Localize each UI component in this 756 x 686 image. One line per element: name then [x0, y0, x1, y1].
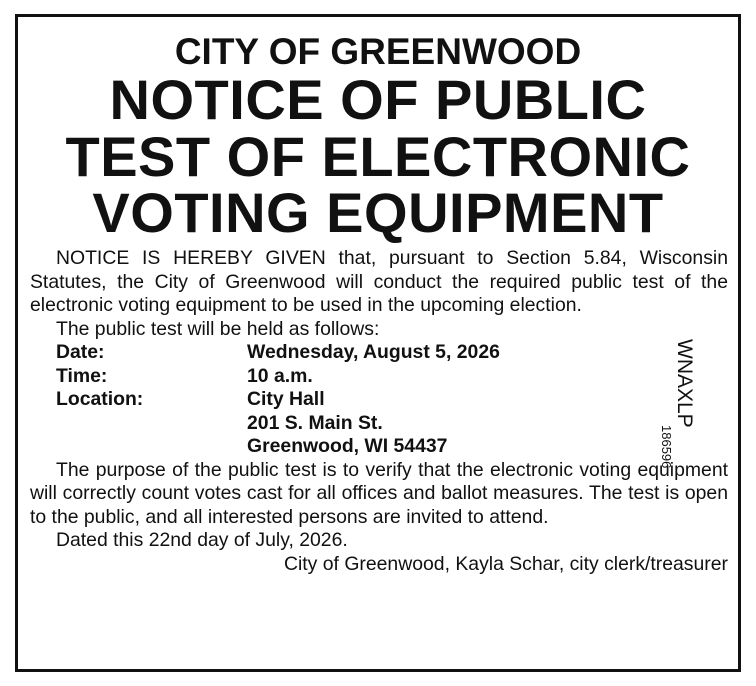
notice-title-line-2: TEST OF ELECTRONIC	[65, 125, 691, 188]
date-value: Wednesday, August 5, 2026	[247, 341, 500, 363]
dated-line: Dated this 22nd day of July, 2026.	[56, 529, 348, 551]
city-heading: CITY OF GREENWOOD	[174, 31, 582, 72]
purpose-paragraph: The purpose of the public test is to verify that the electronic voting equipment will correctly count votes cast for all offices and ballot measures. The test is open to the public, and all interested persons are invited to attend.	[30, 458, 728, 528]
schedule-row-location	[56, 388, 728, 412]
schedule-row-time	[56, 365, 728, 389]
time-value: 10 a.m.	[247, 364, 313, 387]
signature-line: City of Greenwood, Kayla Schar, city clerk/treasurer	[283, 552, 728, 575]
schedule-row-date	[56, 341, 728, 365]
publication-code	[659, 339, 696, 469]
schedule	[30, 341, 728, 459]
schedule-lead: The public test will be held as follows:	[56, 317, 380, 340]
location-value-3: Greenwood, WI 54437	[247, 435, 448, 457]
schedule-row-address	[56, 412, 728, 436]
public-notice	[15, 14, 741, 672]
location-value-1: City Hall	[247, 388, 325, 410]
schedule-row-city	[56, 435, 728, 459]
notice-body	[30, 247, 728, 576]
time-label: Time:	[56, 364, 108, 387]
location-value-2: 201 S. Main St.	[247, 411, 383, 434]
notice-title-line-3: VOTING EQUIPMENT	[92, 181, 664, 244]
intro-paragraph: NOTICE IS HEREBY GIVEN that, pursuant to Section 5.84, Wisconsin Statutes, the City of Greenwood will conduct the required public test of the electronic voting equipment to be used in the upcoming election.	[30, 247, 728, 316]
publication-code-number: 186596	[659, 425, 674, 469]
publication-code-text: WNAXLP	[673, 339, 696, 428]
date-label: Date:	[56, 341, 105, 363]
location-label: Location:	[56, 388, 144, 410]
notice-title-line-1: NOTICE OF PUBLIC	[109, 68, 647, 131]
